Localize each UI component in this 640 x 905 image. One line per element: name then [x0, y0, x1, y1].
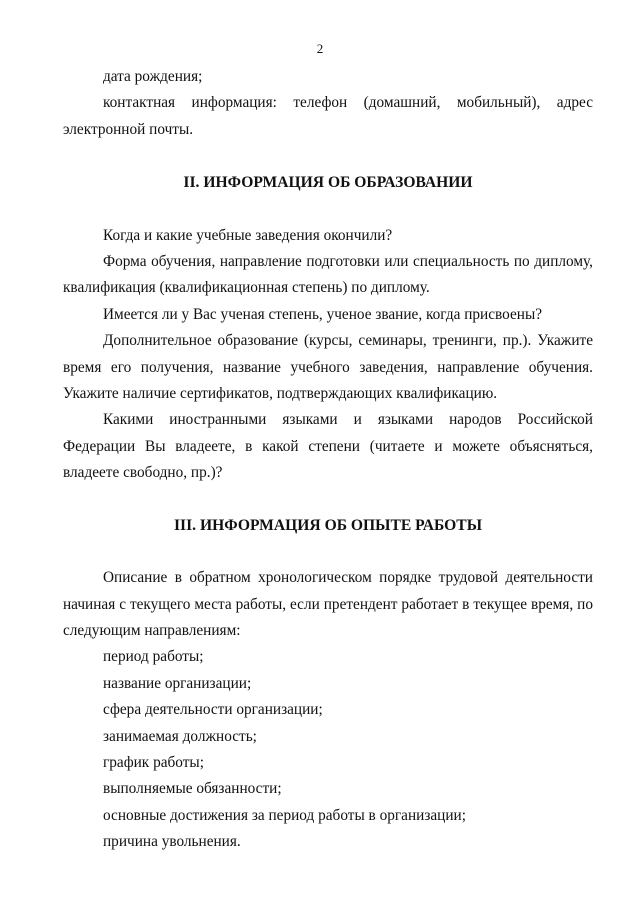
- work-intro-paragraph: Описание в обратном хронологическом порядке трудовой деятельности начиная с текущего места работы, если претендент работает в текущее время, по следующим направлениям:: [63, 569, 593, 639]
- list-item: период работы;: [103, 648, 204, 666]
- education-paragraph: Дополнительное образование (курсы, семинары, тренинги, пр.). Укажите время его получения, название учебного заведения, направление обучения. Укажите наличие сертификатов, подтверждающих квалификацию.: [63, 332, 593, 403]
- section-heading-work-experience: III. ИНФОРМАЦИЯ ОБ ОПЫТЕ РАБОТЫ: [173, 516, 483, 534]
- education-paragraph: Форма обучения, направление подготовки или специальность по диплому, квалификация (квалификационная степень) по диплому.: [63, 253, 593, 297]
- education-paragraph: Какими иностранными языками и языками народов Российской Федерации Вы владеете, в какой степени (читаете и можете объясняться, владеете свободно, пр.)?: [63, 411, 593, 482]
- education-paragraph: Имеется ли у Вас ученая степень, ученое звание, когда присвоены?: [103, 305, 543, 323]
- education-paragraph: Когда и какие учебные заведения окончили?: [103, 226, 393, 244]
- list-item: выполняемые обязанности;: [103, 780, 282, 798]
- list-item: график работы;: [103, 753, 204, 771]
- list-item: занимаемая должность;: [103, 727, 257, 745]
- list-item: название организации;: [103, 674, 252, 692]
- list-item: сфера деятельности организации;: [103, 701, 323, 719]
- page-number: 2: [316, 41, 324, 56]
- list-item: причина увольнения.: [103, 833, 241, 851]
- list-item: основные достижения за период работы в организации;: [103, 806, 466, 824]
- section-heading-education: II. ИНФОРМАЦИЯ ОБ ОБРАЗОВАНИИ: [183, 174, 473, 192]
- list-item-birthdate: дата рождения;: [103, 68, 203, 85]
- document-body: [63, 64, 593, 856]
- contact-info-paragraph: контактная информация: телефон (домашний, мобильный), адрес электронной почты.: [63, 94, 593, 138]
